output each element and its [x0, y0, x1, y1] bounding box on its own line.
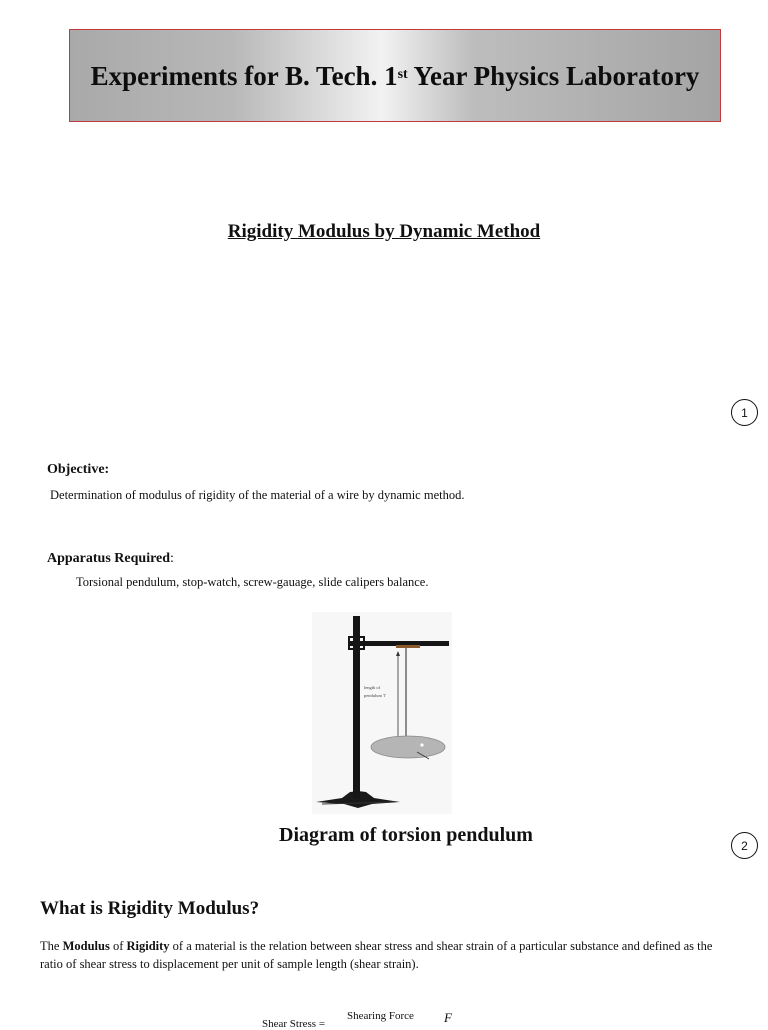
figure-caption: Diagram of torsion pendulum — [279, 824, 533, 846]
page-number-badge: 1 — [731, 399, 758, 426]
length-label-line1: length of — [364, 685, 381, 690]
section-heading: What is Rigidity Modulus? — [40, 898, 260, 919]
experiment-title: Rigidity Modulus by Dynamic Method — [227, 221, 541, 242]
objective-text: Determination of modulus of rigidity of the material of a wire by dynamic method. — [50, 488, 465, 502]
wire-holder — [396, 645, 420, 648]
length-label-line2: pendulum 'l' — [364, 693, 386, 698]
page-number-badge: 2 — [731, 832, 758, 859]
torsion-pendulum-diagram — [312, 612, 452, 814]
objective-heading: Objective: — [47, 462, 110, 477]
pendulum-disc — [371, 736, 445, 758]
shear-stress-formula — [262, 1008, 482, 1030]
apparatus-heading: Apparatus Required: — [47, 551, 174, 566]
disc-marker — [420, 743, 423, 746]
formula-rhs-numerator: F — [444, 1010, 452, 1025]
banner-title: Experiments for B. Tech. 1st Year Physics Laboratory — [90, 61, 700, 91]
rigidity-definition: The Modulus of Rigidity of a material is the relation between shear stress and shear strain of a particular substance and defined as the ratio of shear stress to displacement per unit of sample length (shear strain). — [40, 939, 713, 971]
header-banner — [69, 29, 721, 122]
formula-numerator: Shearing Force — [347, 1010, 414, 1022]
formula-lhs: Shear Stress = — [262, 1018, 326, 1030]
apparatus-text: Torsional pendulum, stop-watch, screw-gauage, slide calipers balance. — [76, 575, 429, 589]
